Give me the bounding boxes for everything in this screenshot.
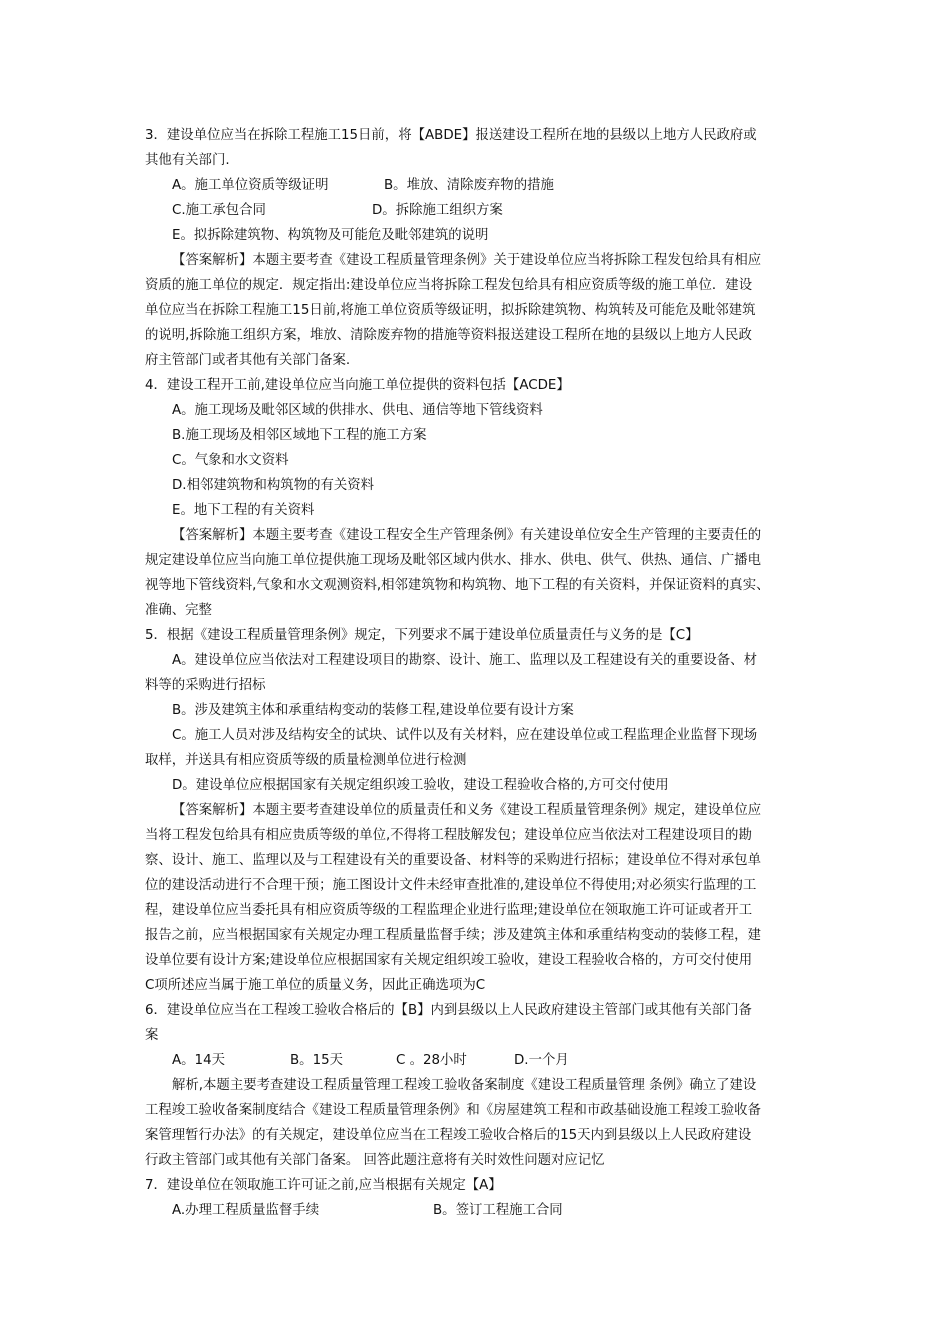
- question-5-explanation-line-2: 当将工程发包给具有相应贵质等级的单位,不得将工程肢解发包；建设单位应当依法对工程建设项目的勘: [145, 828, 752, 843]
- question-3-option-e: E。拟拆除建筑物、构筑物及可能危及毗邻建筑的说明: [172, 228, 489, 243]
- question-3-option-a: A。施工单位资质等级证明: [172, 178, 329, 193]
- question-4-explanation-line-1: 【答案解析】本题主要考查《建设工程安全生产管理条例》有关建设单位安全生产管理的主要责任的: [172, 528, 762, 543]
- question-5-option-a-line-2: 料等的采购进行招标: [145, 678, 266, 693]
- question-5-stem: 5．根据《建设工程质量管理条例》规定，下列要求不属于建设单位质量责任与义务的是【C】: [145, 628, 699, 643]
- question-5-explanation-line-6: 报告之前，应当根据国家有关规定办理工程质量监督手续；涉及建筑主体和承重结构变动的装修工程，建: [145, 928, 761, 943]
- question-4-explanation-line-4: 准确、完整: [145, 603, 212, 618]
- question-6-explanation-line-3: 案管理暂行办法》的有关规定，建设单位应当在工程竣工验收合格后的15天内到县级以上人民政府建设: [145, 1128, 752, 1143]
- question-6-explanation-line-4: 行政主管部门或其他有关部门备案。 回答此题注意将有关时效性问题对应记忆: [145, 1153, 605, 1168]
- question-3-option-c: C.施工承包合同: [172, 203, 266, 218]
- question-4-explanation-line-3: 视等地下管线资料,气象和水文观测资料,相邻建筑物和构筑物、地下工程的有关资料，并保证资料的真实、: [145, 578, 770, 593]
- question-6-option-b: B。15天: [290, 1053, 344, 1068]
- question-6-option-a: A。14天: [172, 1053, 225, 1068]
- question-5-option-c-line-2: 取样，并送具有相应资质等级的质量检测单位进行检测: [145, 753, 467, 768]
- question-3-explanation-line-3: 单位应当在拆除工程施工15日前,将施工单位资质等级证明，拟拆除建筑物、构筑转及可能危及毗邻建筑: [145, 303, 756, 318]
- question-5-explanation-line-4: 位的建设活动进行不合理干预；施工图设计文件未经审查批准的,建设单位不得使用;对必须实行监理的工: [145, 878, 757, 893]
- question-3-explanation-line-2: 资质的施工单位的规定．规定指出:建设单位应当将拆除工程发包给具有相应资质等级的施工单位．建设: [145, 278, 753, 293]
- question-6-explanation-line-2: 工程竣工验收备案制度结合《建设工程质量管理条例》和《房屋建筑工程和市政基础设施工程竣工验收备: [145, 1103, 761, 1118]
- question-6-stem-line-2: 案: [145, 1028, 159, 1043]
- question-4-option-c: C。气象和水文资料: [172, 453, 289, 468]
- question-5-explanation-line-3: 察、设计、施工、监理以及与工程建设有关的重要设备、材料等的采购进行招标；建设单位不得对承包单: [145, 853, 761, 868]
- question-5-explanation-line-5: 程，建设单位应当委托具有相应资质等级的工程监理企业进行监理;建设单位在领取施工许可证或者开工: [145, 903, 753, 918]
- question-4-option-d: D.相邻建筑物和构筑物的有关资料: [172, 478, 375, 493]
- question-3-explanation-line-1: 【答案解析】本题主要考查《建设工程质量管理条例》关于建设单位应当将拆除工程发包给具有相应: [172, 253, 762, 268]
- question-5-option-c-line-1: C。施工人员对涉及结构安全的试块、试件以及有关材料，应在建设单位或工程监理企业监督下现场: [172, 728, 758, 743]
- question-7-stem: 7．建设单位在领取施工许可证之前,应当根据有关规定【A】: [145, 1178, 502, 1193]
- question-4-explanation-line-2: 规定建设单位应当向施工单位提供施工现场及毗邻区域内供水、排水、供电、供气、供热、通信、广播电: [145, 553, 761, 568]
- question-7-option-b: B。签订工程施工合同: [433, 1203, 563, 1218]
- question-5-option-b: B。涉及建筑主体和承重结构变动的装修工程,建设单位要有设计方案: [172, 703, 574, 718]
- question-4-option-a: A。施工现场及毗邻区域的供排水、供电、通信等地下管线资料: [172, 403, 543, 418]
- question-4-stem: 4．建设工程开工前,建设单位应当向施工单位提供的资料包括【ACDE】: [145, 378, 570, 393]
- question-5-option-d: D。建设单位应根据国家有关规定组织竣工验收，建设工程验收合格的,方可交付使用: [172, 778, 669, 793]
- question-3-explanation-line-5: 府主管部门或者其他有关部门备案.: [145, 353, 351, 368]
- question-5-explanation-line-8: C项所述应当属于施工单位的质量义务，因此正确选项为C: [145, 978, 486, 993]
- question-3-option-d: D。拆除施工组织方案: [372, 203, 503, 218]
- question-3-stem-line-1: 3．建设单位应当在拆除工程施工15日前，将【ABDE】报送建设工程所在地的县级以上地方人民政府或: [145, 128, 757, 143]
- question-5-explanation-line-7: 设单位要有设计方案;建设单位应根据国家有关规定组织竣工验收，建设工程验收合格的，方可交付使用: [145, 953, 753, 968]
- question-6-option-d: D.一个月: [514, 1053, 569, 1068]
- question-3-option-b: B。堆放、清除废弃物的措施: [384, 178, 554, 193]
- question-4-option-b: B.施工现场及相邻区域地下工程的施工方案: [172, 428, 427, 443]
- question-6-stem-line-1: 6．建设单位应当在工程竣工验收合格后的【B】内到县级以上人民政府建设主管部门或其他有关部门备: [145, 1003, 752, 1018]
- question-7-option-a: A.办理工程质量监督手续: [172, 1203, 320, 1218]
- question-6-explanation-line-1: 解析,本题主要考查建设工程质量管理工程竣工验收备案制度《建设工程质量管理 条例》确立了建设: [172, 1078, 757, 1093]
- question-3-stem-line-2: 其他有关部门.: [145, 153, 230, 168]
- question-5-option-a-line-1: A。建设单位应当依法对工程建设项目的勘察、设计、施工、监理以及工程建设有关的重要设备、材: [172, 653, 757, 668]
- question-6-option-c: C 。28小时: [396, 1053, 467, 1068]
- question-5-explanation-line-1: 【答案解析】本题主要考查建设单位的质量责任和义务《建设工程质量管理条例》规定，建设单位应: [172, 803, 762, 818]
- question-3-explanation-line-4: 的说明,拆除施工组织方案，堆放、清除废弃物的措施等资料报送建设工程所在地的县级以上地方人民政: [145, 328, 752, 343]
- question-4-option-e: E。地下工程的有关资料: [172, 503, 315, 518]
